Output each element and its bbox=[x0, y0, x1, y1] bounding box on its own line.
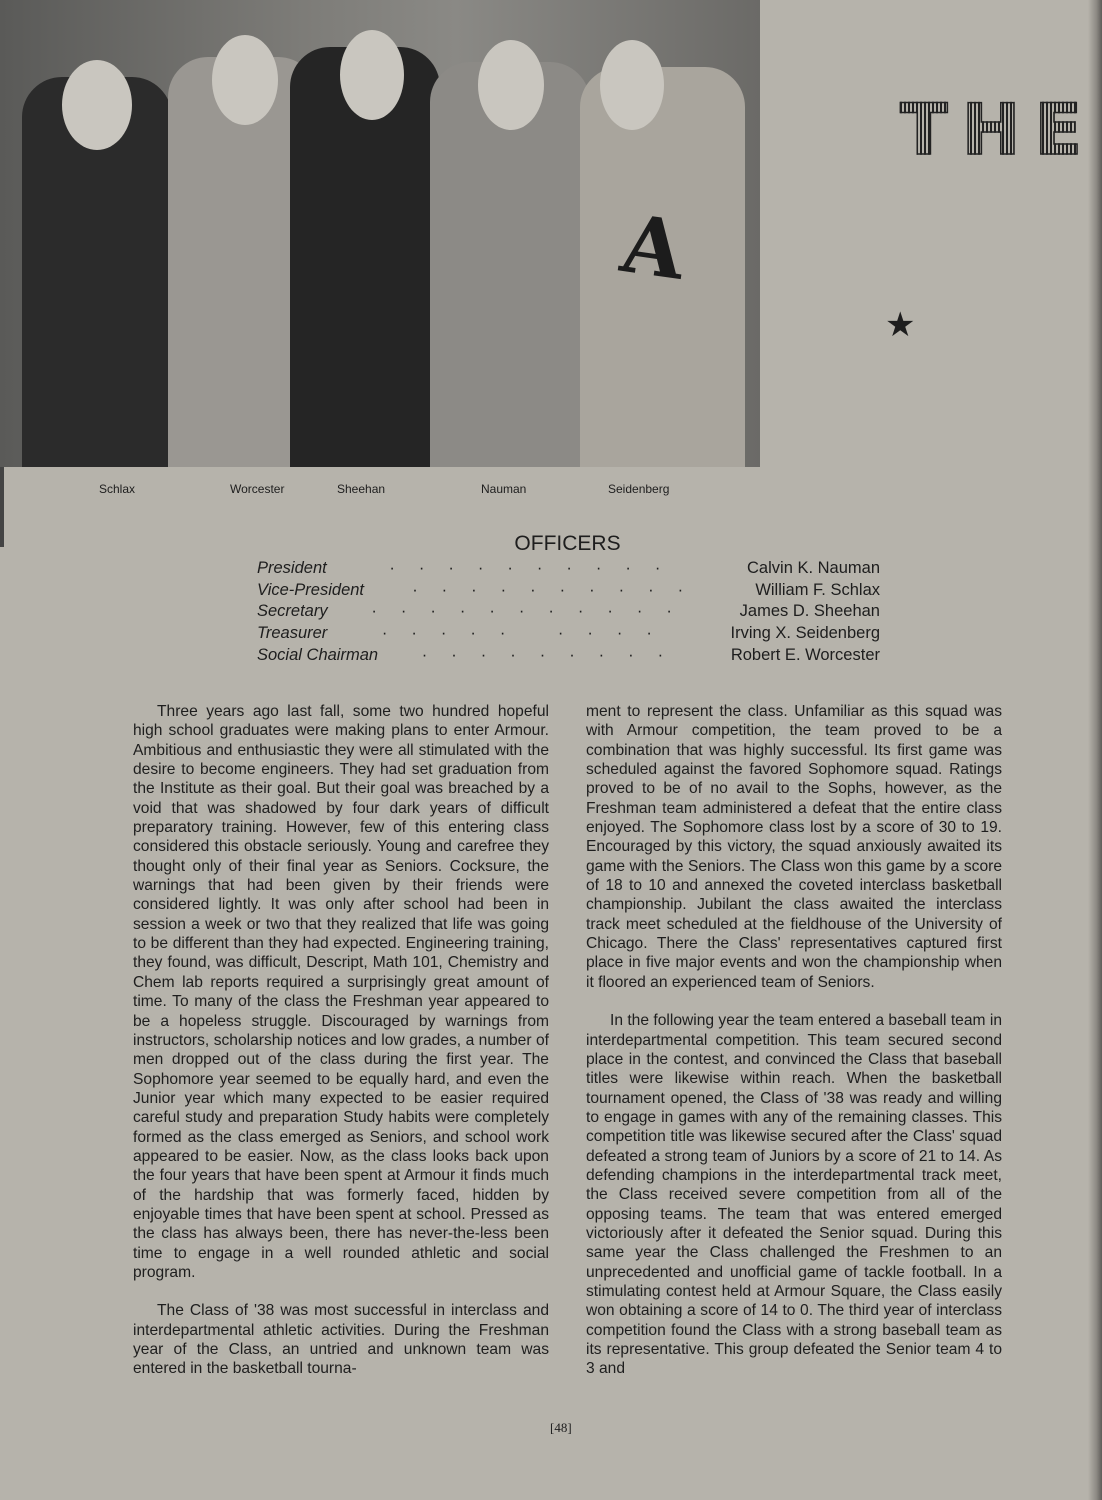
officer-name: Irving X. Seidenberg bbox=[730, 624, 880, 643]
section-heading-the bbox=[900, 89, 1083, 171]
body-column-right bbox=[586, 702, 1002, 1398]
heading-letter: H bbox=[961, 89, 1021, 171]
page-binding-edge bbox=[1088, 0, 1102, 1500]
heading-letter: T bbox=[900, 89, 948, 171]
officer-role: Social Chairman bbox=[257, 645, 379, 664]
leader-dots: ·········· bbox=[412, 580, 708, 599]
caption: Nauman bbox=[481, 482, 527, 496]
paragraph: In the following year the team entered a baseball team in interdepartmental competition. This team secured second place in the contest, and convinced the Class that baseball titles were likewise within reach. When the basketball tournament opened, the Class of '38 was ready and willing to engage in games with any of the remaining classes. This competition title was likewise secured after the Class' squad defeated a strong team of Juniors by a score of 21 to 14. As defending champions in the interdepartmental track meet, the Class received severe competition from all of the opposing teams. The team that was entered emerged victoriously after it defeated the Senior squad. During this same year the Class challenged the Freshmen to an unprecedented and unofficial game of tackle football. In a stimulating contest held at Armour Square, the Class easily won obtaining a score of 14 to 0. The third year of interclass competition found the Class with a strong baseball team as its representative. This group defeated the Senior team 4 to 3 and bbox=[586, 1012, 1002, 1378]
caption: Seidenberg bbox=[608, 482, 670, 496]
caption: Schlax bbox=[99, 482, 136, 496]
officer-row bbox=[257, 623, 880, 645]
officer-role: Vice-President bbox=[257, 580, 365, 599]
letter-a-sweater-emblem: A bbox=[615, 196, 691, 298]
officer-role: President bbox=[257, 559, 327, 578]
leader-dots: ··········· bbox=[371, 602, 696, 621]
paragraph: ment to represent the class. Unfamiliar as this squad was with Armour competition, the team proved to be a combination that was highly successful. Its first game was scheduled against the favored Sophomore squad. Ratings proved to be of no avail to the Sophs, however, as the Freshman team administered a defeat that the entire class enjoyed. The Sophomore class lost by a score of 30 to 19. Encouraged by this victory, the squad anxiously awaited its game with the Seniors. The Class won this game by a score of 18 to 10 and annexed the coveted interclass basketball championship. Jubilant the class awaited the interclass track meet scheduled at the fieldhouse of the University of Chicago. There the Class' representatives captured first place in five major events and won the championship when it floored an experienced team of Seniors. bbox=[586, 703, 1002, 991]
officer-role: Secretary bbox=[257, 602, 328, 621]
paragraph: Three years ago last fall, some two hundred hopeful high school graduates were making plans to enter Armour. Ambitious and enthusiastic they were all stimulated with the desire to become engineers. They had set graduation from the Institute as their goal. But their goal was breached by a void that was shadowed by four dark years of difficult preparatory training. However, few of this entering class considered this obstacle seriously. Young and carefree they thought only of their final year as Seniors. Cocksure, the warnings that had been given by their friends were considered lightly. It was only after school had been in session a week or two that they realized that life was going to be different than they had expected. Engineering training, they found, was difficult, Descript, Math 101, Chemistry and Chem lab reports required a surprisingly great amount of time. To many of the class the Freshman year appeared to be a hopeless struggle. Discouraged by warnings from instructors, scholarship notices and low grades, a number of men dropped out of the class during the first year. The Sophomore year seemed to be equally hard, and even the Junior year which many expected to be easier required careful study and preparation Study habits were completely formed as the class emerged as Seniors, and school work appeared to be easier. Now, as the class looks back upon the four years that have been spent at Armour it finds much of the hardship that was formerly faced, hidden by enjoyable times that have been spent at school. Pressed as the class has always been, there has never-the-less been time to engage in a well rounded athletic and social program. bbox=[133, 703, 549, 1281]
officer-row bbox=[257, 644, 880, 666]
leader-dots: ·········· bbox=[389, 559, 685, 578]
body-column-left bbox=[133, 702, 549, 1398]
officer-name: Calvin K. Nauman bbox=[747, 559, 880, 578]
page-number: [48] bbox=[550, 1420, 572, 1435]
officer-role: Treasurer bbox=[257, 624, 328, 643]
officers-group-photo bbox=[0, 0, 760, 467]
star-icon: ★ bbox=[885, 306, 916, 344]
paragraph: The Class of '38 was most successful in interclass and interdepartmental athletic activities. During the Freshman year of the Class, an untried and unknown team was entered in the basketball tourna- bbox=[133, 1302, 549, 1378]
caption: Sheehan bbox=[337, 482, 386, 496]
caption: Worcester bbox=[230, 482, 285, 496]
officers-list bbox=[257, 558, 880, 666]
officers-title: OFFICERS bbox=[514, 532, 621, 555]
officer-row bbox=[257, 601, 880, 623]
leader-dots: ····· ···· bbox=[381, 624, 676, 643]
heading-letter: E bbox=[1034, 89, 1083, 171]
officer-name: Robert E. Worcester bbox=[730, 645, 880, 664]
leader-dots: ········· bbox=[421, 645, 688, 664]
officer-row bbox=[257, 558, 880, 580]
officer-name: William F. Schlax bbox=[755, 580, 880, 599]
officer-name: James D. Sheehan bbox=[739, 602, 880, 621]
officer-row bbox=[257, 580, 880, 602]
